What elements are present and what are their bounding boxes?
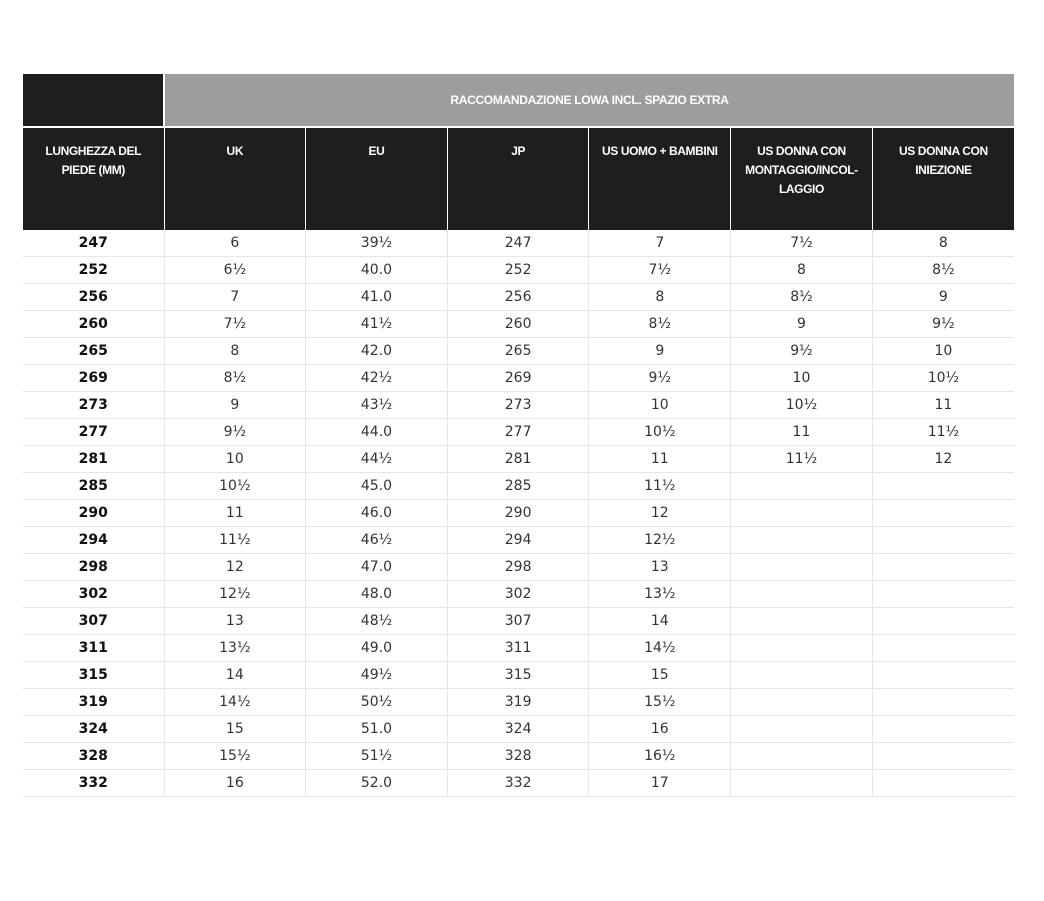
- cell-uk: 10½: [164, 473, 306, 500]
- cell-jp: 307: [447, 608, 589, 635]
- cell-uk: 9: [164, 392, 306, 419]
- cell-foot-length: 294: [23, 527, 164, 554]
- cell-jp: 302: [447, 581, 589, 608]
- cell-us-men-kids: 16½: [589, 743, 731, 770]
- cell-jp: 311: [447, 635, 589, 662]
- cell-us-men-kids: 13: [589, 554, 731, 581]
- table-row: [23, 500, 1014, 527]
- cell-uk: 6: [164, 230, 306, 257]
- cell-jp: 260: [447, 311, 589, 338]
- cell-eu: 48½: [306, 608, 448, 635]
- cell-uk: 14: [164, 662, 306, 689]
- cell-foot-length: 311: [23, 635, 164, 662]
- size-rows: [23, 230, 1014, 797]
- table-row: [23, 311, 1014, 338]
- cell-foot-length: 247: [23, 230, 164, 257]
- cell-eu: 44½: [306, 446, 448, 473]
- cell-us-women-board: 9½: [731, 338, 873, 365]
- table-row: [23, 473, 1014, 500]
- cell-foot-length: 260: [23, 311, 164, 338]
- cell-us-men-kids: 15½: [589, 689, 731, 716]
- cell-us-men-kids: 14: [589, 608, 731, 635]
- cell-us-women-board: 11½: [731, 446, 873, 473]
- cell-us-women-board: 8½: [731, 284, 873, 311]
- cell-foot-length: 315: [23, 662, 164, 689]
- table-row: [23, 743, 1014, 770]
- cell-uk: 10: [164, 446, 306, 473]
- cell-foot-length: 298: [23, 554, 164, 581]
- cell-us-women-injection: [872, 716, 1014, 743]
- cell-us-women-board: 9: [731, 311, 873, 338]
- cell-uk: 7: [164, 284, 306, 311]
- table-row: [23, 446, 1014, 473]
- cell-us-women-injection: [872, 689, 1014, 716]
- cell-uk: 7½: [164, 311, 306, 338]
- cell-us-women-board: 8: [731, 257, 873, 284]
- cell-uk: 16: [164, 770, 306, 797]
- cell-us-women-injection: 10½: [872, 365, 1014, 392]
- cell-jp: 328: [447, 743, 589, 770]
- cell-us-men-kids: 15: [589, 662, 731, 689]
- table-row: [23, 338, 1014, 365]
- cell-jp: 285: [447, 473, 589, 500]
- cell-us-men-kids: 11: [589, 446, 731, 473]
- cell-us-men-kids: 11½: [589, 473, 731, 500]
- table-row: [23, 527, 1014, 554]
- table-row: [23, 635, 1014, 662]
- cell-foot-length: 290: [23, 500, 164, 527]
- cell-jp: 315: [447, 662, 589, 689]
- cell-foot-length: 256: [23, 284, 164, 311]
- cell-us-women-injection: 8: [872, 230, 1014, 257]
- cell-uk: 13: [164, 608, 306, 635]
- table-row: [23, 230, 1014, 257]
- table-row: [23, 284, 1014, 311]
- cell-foot-length: 269: [23, 365, 164, 392]
- table-row: [23, 554, 1014, 581]
- cell-us-women-injection: 9: [872, 284, 1014, 311]
- cell-us-women-board: [731, 554, 873, 581]
- cell-eu: 49.0: [306, 635, 448, 662]
- table-row: [23, 365, 1014, 392]
- column-header-row: [23, 127, 1014, 230]
- cell-us-women-injection: 11½: [872, 419, 1014, 446]
- table-row: [23, 770, 1014, 797]
- cell-foot-length: 281: [23, 446, 164, 473]
- cell-uk: 8½: [164, 365, 306, 392]
- cell-jp: 273: [447, 392, 589, 419]
- cell-us-men-kids: 8½: [589, 311, 731, 338]
- table-row: [23, 608, 1014, 635]
- cell-jp: 256: [447, 284, 589, 311]
- cell-jp: 247: [447, 230, 589, 257]
- cell-jp: 269: [447, 365, 589, 392]
- cell-eu: 41.0: [306, 284, 448, 311]
- cell-uk: 8: [164, 338, 306, 365]
- cell-uk: 11: [164, 500, 306, 527]
- cell-us-men-kids: 8: [589, 284, 731, 311]
- recommendation-banner: RACCOMANDAZIONE LOWA INCL. SPAZIO EXTRA: [164, 74, 1014, 127]
- cell-eu: 43½: [306, 392, 448, 419]
- cell-us-women-injection: 12: [872, 446, 1014, 473]
- cell-us-women-injection: [872, 581, 1014, 608]
- cell-uk: 12½: [164, 581, 306, 608]
- cell-jp: 265: [447, 338, 589, 365]
- cell-eu: 50½: [306, 689, 448, 716]
- cell-us-women-injection: [872, 743, 1014, 770]
- cell-jp: 290: [447, 500, 589, 527]
- cell-us-women-board: [731, 716, 873, 743]
- cell-us-women-board: [731, 527, 873, 554]
- cell-us-men-kids: 10½: [589, 419, 731, 446]
- cell-foot-length: 307: [23, 608, 164, 635]
- cell-foot-length: 328: [23, 743, 164, 770]
- cell-jp: 324: [447, 716, 589, 743]
- cell-us-women-board: [731, 473, 873, 500]
- cell-eu: 44.0: [306, 419, 448, 446]
- cell-foot-length: 277: [23, 419, 164, 446]
- cell-us-men-kids: 12: [589, 500, 731, 527]
- cell-us-women-board: [731, 743, 873, 770]
- cell-foot-length: 324: [23, 716, 164, 743]
- cell-us-men-kids: 12½: [589, 527, 731, 554]
- cell-us-women-board: 11: [731, 419, 873, 446]
- header-foot-length: LUNGHEZZA DEL PIEDE (MM): [23, 127, 164, 230]
- header-us-women-board: US DONNA CON MONTAGGIO/INCOL-LAGGIO: [731, 127, 873, 230]
- table-row: [23, 257, 1014, 284]
- cell-us-women-board: [731, 608, 873, 635]
- cell-us-men-kids: 16: [589, 716, 731, 743]
- cell-us-women-board: 10: [731, 365, 873, 392]
- cell-us-men-kids: 10: [589, 392, 731, 419]
- cell-jp: 277: [447, 419, 589, 446]
- cell-us-women-injection: [872, 500, 1014, 527]
- cell-us-men-kids: 14½: [589, 635, 731, 662]
- cell-us-women-board: [731, 500, 873, 527]
- cell-us-women-injection: 10: [872, 338, 1014, 365]
- cell-uk: 9½: [164, 419, 306, 446]
- cell-eu: 51.0: [306, 716, 448, 743]
- cell-foot-length: 252: [23, 257, 164, 284]
- cell-eu: 47.0: [306, 554, 448, 581]
- cell-eu: 51½: [306, 743, 448, 770]
- cell-jp: 298: [447, 554, 589, 581]
- cell-eu: 45.0: [306, 473, 448, 500]
- cell-jp: 332: [447, 770, 589, 797]
- cell-us-women-board: 7½: [731, 230, 873, 257]
- cell-us-men-kids: 13½: [589, 581, 731, 608]
- cell-uk: 6½: [164, 257, 306, 284]
- cell-foot-length: 319: [23, 689, 164, 716]
- cell-us-women-board: [731, 581, 873, 608]
- header-us-men-kids: US UOMO + BAMBINI: [589, 127, 731, 230]
- cell-eu: 46.0: [306, 500, 448, 527]
- cell-us-men-kids: 17: [589, 770, 731, 797]
- cell-us-women-injection: [872, 554, 1014, 581]
- cell-uk: 13½: [164, 635, 306, 662]
- banner-row: [23, 74, 1014, 127]
- size-chart-table: [23, 74, 1014, 797]
- cell-eu: 41½: [306, 311, 448, 338]
- cell-us-men-kids: 7½: [589, 257, 731, 284]
- cell-us-women-injection: 9½: [872, 311, 1014, 338]
- cell-uk: 12: [164, 554, 306, 581]
- cell-us-women-injection: [872, 635, 1014, 662]
- cell-uk: 14½: [164, 689, 306, 716]
- header-jp: JP: [447, 127, 589, 230]
- cell-us-women-board: [731, 635, 873, 662]
- cell-jp: 252: [447, 257, 589, 284]
- cell-uk: 15½: [164, 743, 306, 770]
- cell-foot-length: 302: [23, 581, 164, 608]
- table-row: [23, 689, 1014, 716]
- cell-uk: 11½: [164, 527, 306, 554]
- cell-jp: 319: [447, 689, 589, 716]
- cell-foot-length: 285: [23, 473, 164, 500]
- cell-us-women-injection: 11: [872, 392, 1014, 419]
- cell-eu: 39½: [306, 230, 448, 257]
- cell-eu: 52.0: [306, 770, 448, 797]
- cell-us-women-injection: 8½: [872, 257, 1014, 284]
- cell-us-women-injection: [872, 608, 1014, 635]
- cell-eu: 42½: [306, 365, 448, 392]
- cell-us-women-injection: [872, 527, 1014, 554]
- cell-uk: 15: [164, 716, 306, 743]
- table-row: [23, 662, 1014, 689]
- table-row: [23, 716, 1014, 743]
- cell-eu: 48.0: [306, 581, 448, 608]
- table-row: [23, 581, 1014, 608]
- cell-us-women-board: 10½: [731, 392, 873, 419]
- cell-us-women-board: [731, 662, 873, 689]
- cell-foot-length: 332: [23, 770, 164, 797]
- cell-us-men-kids: 9½: [589, 365, 731, 392]
- cell-jp: 294: [447, 527, 589, 554]
- header-us-women-injection: US DONNA CON INIEZIONE: [872, 127, 1014, 230]
- cell-eu: 49½: [306, 662, 448, 689]
- cell-us-men-kids: 9: [589, 338, 731, 365]
- cell-us-women-injection: [872, 662, 1014, 689]
- cell-foot-length: 273: [23, 392, 164, 419]
- cell-eu: 46½: [306, 527, 448, 554]
- table-row: [23, 419, 1014, 446]
- cell-eu: 42.0: [306, 338, 448, 365]
- header-eu: EU: [306, 127, 448, 230]
- cell-eu: 40.0: [306, 257, 448, 284]
- cell-foot-length: 265: [23, 338, 164, 365]
- cell-us-women-board: [731, 689, 873, 716]
- cell-us-men-kids: 7: [589, 230, 731, 257]
- cell-jp: 281: [447, 446, 589, 473]
- table-row: [23, 392, 1014, 419]
- cell-us-women-injection: [872, 770, 1014, 797]
- cell-us-women-injection: [872, 473, 1014, 500]
- corner-cell: [23, 74, 164, 127]
- cell-us-women-board: [731, 770, 873, 797]
- header-uk: UK: [164, 127, 306, 230]
